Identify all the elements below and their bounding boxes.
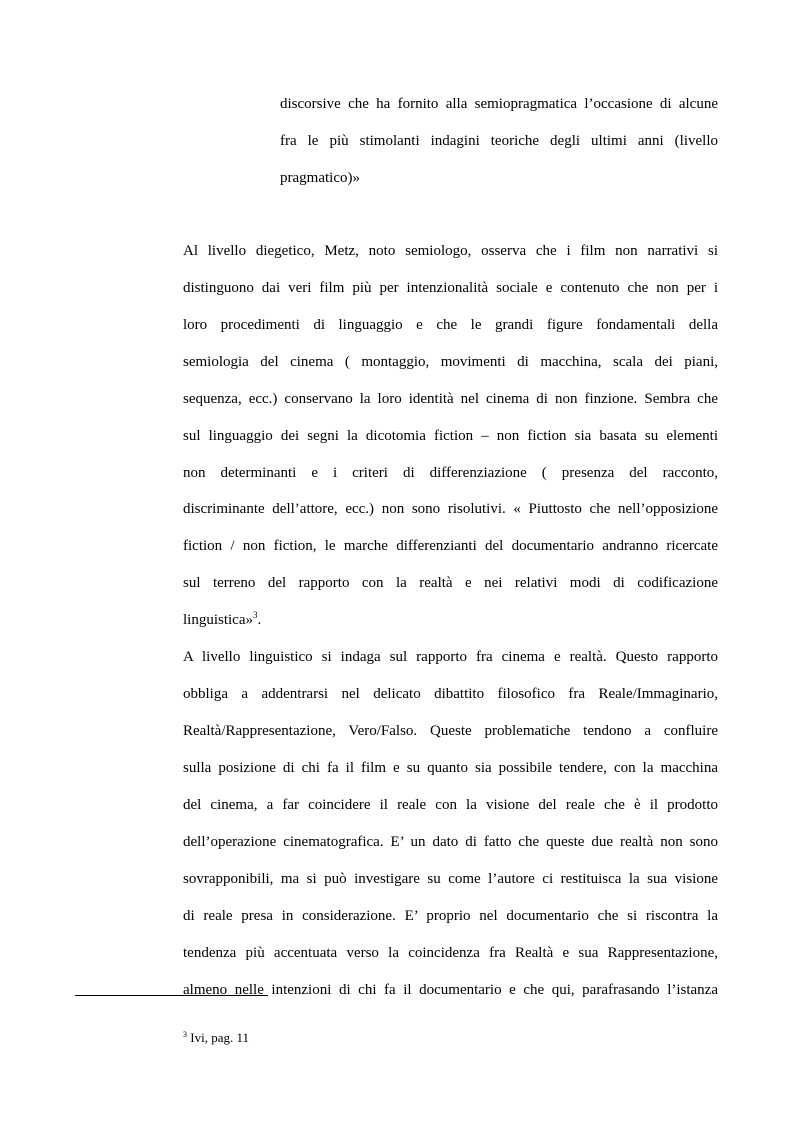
paragraph2-line-10: almeno nelle intenzioni di chi fa il documentario e che qui, parafrasando l’istanza: [183, 982, 718, 998]
paragraph1-line-2: distinguono dai veri film più per intenzionalità sociale e contenuto che non per i: [183, 280, 718, 296]
paragraph1-line-8: discriminante dell’attore, ecc.) non sono risolutivi. « Piuttosto che nell’opposizione: [183, 501, 718, 517]
paragraph2-line-4: sulla posizione di chi fa il film e su quanto sia possibile tendere, con la macchina: [183, 760, 718, 776]
paragraph2-line-6: dell’operazione cinematografica. E’ un dato di fatto che queste due realtà non sono: [183, 834, 718, 850]
footnote: [183, 1030, 249, 1046]
paragraph1-line-6: sul linguaggio dei segni la dicotomia fiction – non fiction sia basata su elementi: [183, 428, 718, 444]
paragraph1-line-4: semiologia del cinema ( montaggio, movimenti di macchina, scala dei piani,: [183, 354, 718, 370]
paragraph2-line-7: sovrapponibili, ma si può investigare su come l’autore ci restituisca la sua visione: [183, 871, 718, 887]
paragraph2-line-9: tendenza più accentuata verso la coincidenza fra Realtà e sua Rappresentazione,: [183, 945, 718, 961]
quote-line-3: pragmatico)»: [280, 170, 360, 186]
paragraph1-line-1: Al livello diegetico, Metz, noto semiologo, osserva che i film non narrativi si: [183, 243, 718, 259]
paragraph2-line-1: A livello linguistico si indaga sul rapporto fra cinema e realtà. Questo rapporto: [183, 649, 718, 665]
footnote-reference[interactable]: 3: [253, 610, 258, 620]
paragraph2-line-5: del cinema, a far coincidere il reale con la visione del reale che è il prodotto: [183, 797, 718, 813]
paragraph1-last-text: linguistica»: [183, 612, 253, 628]
paragraph2-line-2: obbliga a addentrarsi nel delicato dibattito filosofico fra Reale/Immaginario,: [183, 686, 718, 702]
paragraph1-line-5: sequenza, ecc.) conservano la loro identità nel cinema di non finzione. Sembra che: [183, 391, 718, 407]
paragraph1-last-period: .: [257, 612, 262, 628]
footnote-separator: [75, 995, 268, 996]
quote-line-1: discorsive che ha fornito alla semiopragmatica l’occasione di alcune: [280, 96, 718, 112]
paragraph1-last-line: [183, 610, 718, 630]
footnote-text: Ivi, pag. 11: [187, 1030, 249, 1045]
paragraph1-line-9: fiction / non fiction, le marche differenzianti del documentario andranno ricercate: [183, 538, 718, 554]
paragraph2-line-3: Realtà/Rappresentazione, Vero/Falso. Queste problematiche tendono a confluire: [183, 723, 718, 739]
paragraph1-line-7: non determinanti e i criteri di differenziazione ( presenza del racconto,: [183, 465, 718, 481]
paragraph1-line-10: sul terreno del rapporto con la realtà e nei relativi modi di codificazione: [183, 575, 718, 591]
paragraph1-line-3: loro procedimenti di linguaggio e che le grandi figure fondamentali della: [183, 317, 718, 333]
paragraph2-line-8: di reale presa in considerazione. E’ proprio nel documentario che si riscontra la: [183, 908, 718, 924]
quote-line-2: fra le più stimolanti indagini teoriche degli ultimi anni (livello: [280, 133, 718, 149]
footnote-number: 3: [183, 1030, 187, 1039]
